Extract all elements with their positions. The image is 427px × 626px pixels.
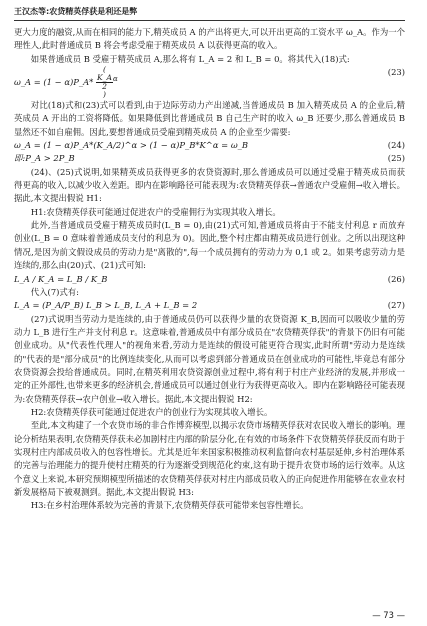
header-rule xyxy=(14,20,405,21)
equation-25 xyxy=(14,152,405,165)
hypothesis-h3: H3:在乡村治理体系较为完善的背景下,农贷精英俘获可能带来包容性增长。 xyxy=(30,500,309,511)
equation-23-denominator: 2 xyxy=(102,82,107,92)
running-head: 王汉杰等:农贷精英俘获是利还是弊 xyxy=(14,7,138,16)
equation-23-numerator: K_A xyxy=(97,73,112,83)
paragraph-7: 此外,当普通成员受雇于精英成员时(L_B = 0),由(21)式可知,普通成员将由于不能支付利息 r 而放弃创业(L_B = 0 意味着普通成员支付的利息为 0)。因此,整个村庄都由精英成员进行创业。之所以出现这种情况,是因为前文假设成员的劳动力是"离散的",每一个成员拥有的劳动力为 0,1 或 2。如果考虑劳动力是连续的,那么由(20)式、(21)式可知: xyxy=(14,220,405,271)
equation-23-number: (23) xyxy=(387,67,405,78)
paragraph-5: (24)、(25)式说明,如果精英成员获得更多的农贷资源时,那么普通成员可以通过受雇于精英成员而获得更高的收入,以减少收入差距。即内在影响路径可能表现为:农贷精英俘获→普通农户受雇佣→收入增长。据此,本文提出假说 H1: xyxy=(14,166,405,204)
equation-27 xyxy=(14,299,405,312)
equation-23-exponent: α xyxy=(112,75,118,84)
equation-27-body: L_A = (P_A/P_B) L_B > L_B, L_A + L_B = 2 xyxy=(14,300,198,311)
equation-26-body: L_A / K_A = L_B / K_B xyxy=(14,273,108,284)
equation-27-number: (27) xyxy=(387,300,405,311)
paragraph-2: 如果普通成员 B 受雇于精英成员 A,那么将有 L_A = 2 和 L_B = 0。将其代入(18)式: xyxy=(30,53,350,64)
paragraph-3: 对比(18)式和(23)式可以看到,由于边际劳动力产出递减,当普通成员 B 加入精英成员 A 的企业后,精英成员 A 开出的工资将降低。如果降低到比普通成员 B 自己生产时的收入 ω_B 还要少,那么普通成员 B 显然还不如自雇佣。因此,要想普通成员受雇到精英成员 A 的企业至少需要: xyxy=(14,100,405,137)
equation-24-body: ω_A = (1 − α)P_A*(K_A/2)^α > (1 − α)P_B*K^α = ω_B xyxy=(14,140,248,151)
hypothesis-h2: H2:农贷精英俘获可能通过促进农户的创业行为实现其收入增长。 xyxy=(30,406,273,417)
equation-26 xyxy=(14,273,405,286)
equation-25-number: (25) xyxy=(387,153,405,164)
paragraph-11: 至此,本文构建了一个农贷市场的非合作博弈模型,以揭示农贷市场精英俘获对农民收入增长的影响。理论分析结果表明,农贷精英俘获未必加剧村庄内部的阶层分化,在有效的市场条件下农贷精英俘获反而有助于实现村庄内部成员收入的包容性增长。尤其是近年来国家积极推动权利监督向农村基层延伸,乡村治理体系的完善与治理能力的提升使村庄精英的行为逐渐受到规范化约束,这有助于提升农贷市场的运行效率。从这个意义上来说,本研究预期模型所描述的农贷精英俘获对村庄内部成员收入的正向促进作用能够在农业农村新发展格局下被观测到。据此,本文提出假说 H3: xyxy=(14,420,405,497)
body-text xyxy=(14,26,405,513)
equation-24 xyxy=(14,139,405,152)
equation-23 xyxy=(14,66,405,99)
page-number: — 73 — xyxy=(372,610,405,620)
equation-23-fraction: ( K_A 2 ) xyxy=(97,65,112,100)
paragraph-1: 更大力度的融资,从而在相同的能力下,精英成员 A 的产出将更大,可以开出更高的工资水平 ω_A。作为一个理性人,此时普通成员 B 将会考虑受雇于精英成员 A 以获得更高的收入。 xyxy=(14,27,405,51)
hypothesis-h1: H1:农贷精英俘获可能通过促进农户的受雇佣行为实现其收入增长。 xyxy=(30,206,281,217)
paragraph-8: 代入(7)式有: xyxy=(30,286,79,297)
equation-24-number: (24) xyxy=(387,140,405,151)
equation-23-lhs: ω_A = (1 − α)P_A* xyxy=(14,77,94,88)
paragraph-9: (27)式说明当劳动力是连续的,由于普通成员仍可以获得少量的农贷资源 K_B,因而可以吸收少量的劳动力 L_B 进行生产并支付利息 r。这意味着,普通成员中有部分成员在"农贷精英俘获"的背景下仍旧有可能创业成功。从"代表性代理人"的视角来看,劳动力是连续的假设可能更符合现实,此时所谓"劳动力是连续的"代表的是"部分成员"的比例连续变化,从而可以考虑到部分普通成员在创业成功的可能性,毕竟总有部分农贷资源会投给普通成员。同时,在精英利用农贷资源创业过程中,将有利于村庄产业经济的发展,并形成一定的正外部性,也带来更多的经济机会,普通成员可以通过创业行为获得更高收入。即内在影响路径可能表现为:农贷精英俘获→农户创业→收入增长。据此,本文提出假说 H2: xyxy=(14,313,405,404)
equation-25-body: 即:P_A > 2P_B xyxy=(14,153,75,164)
equation-26-number: (26) xyxy=(387,273,405,284)
